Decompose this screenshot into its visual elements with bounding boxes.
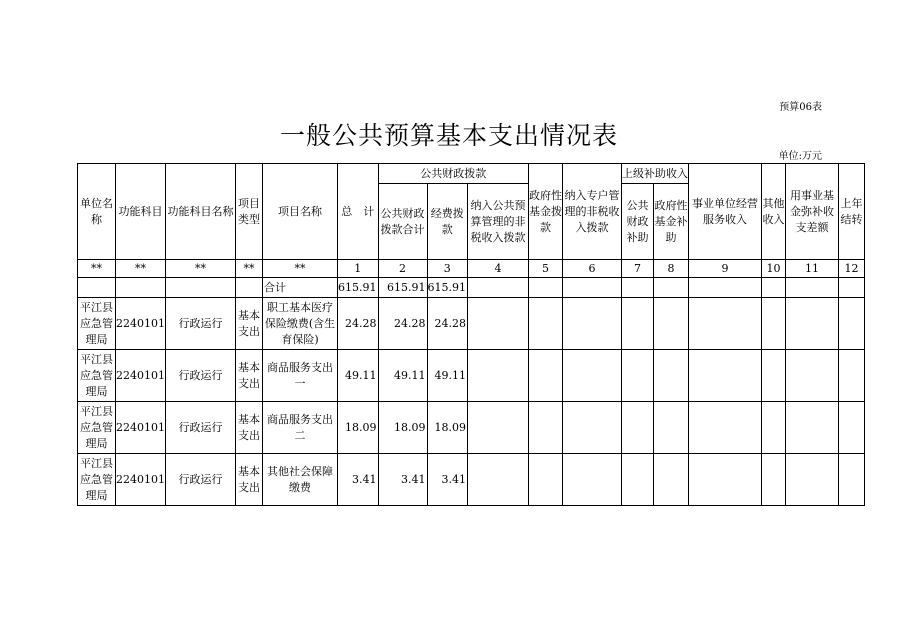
code-cell: 10 [762, 260, 786, 278]
code-value-cell: 2240101 [116, 298, 166, 350]
code-cell: ** [166, 260, 236, 278]
form-number: 预算06表 [779, 102, 822, 113]
code-cell: 4 [468, 260, 529, 278]
code-cell: 8 [654, 260, 689, 278]
public-fin-total-cell: 49.11 [378, 350, 427, 402]
total-cell: 49.11 [338, 350, 379, 402]
code-cell: 2 [378, 260, 427, 278]
code-value-cell: 2240101 [116, 454, 166, 506]
unit-cell: 平江县应急管理局 [78, 454, 116, 506]
header-carryover: 上年结转 [839, 164, 865, 260]
header-total: 总 计 [338, 164, 379, 260]
header-func-code: 功能科目 [116, 164, 166, 260]
funds-cell: 18.09 [427, 402, 468, 454]
item-cell: 商品服务支出二 [263, 402, 338, 454]
code-cell: ** [116, 260, 166, 278]
code-cell: 3 [427, 260, 468, 278]
code-cell: ** [78, 260, 116, 278]
public-fin-total-cell: 3.41 [378, 454, 427, 506]
funds-cell: 24.28 [427, 298, 468, 350]
header-public-fin-total: 公共财政拨款合计 [378, 184, 427, 260]
func-cell: 行政运行 [166, 402, 236, 454]
code-cell: 7 [622, 260, 654, 278]
code-cell: 5 [529, 260, 563, 278]
funds-cell: 615.91 [427, 278, 468, 298]
item-cell: 其他社会保障缴费 [263, 454, 338, 506]
header-gov-fund: 政府性基金拨款 [529, 164, 563, 260]
code-cell: 12 [839, 260, 865, 278]
code-cell: 11 [786, 260, 839, 278]
func-cell: 行政运行 [166, 298, 236, 350]
total-cell: 3.41 [338, 454, 379, 506]
header-unit-name: 单位名称 [78, 164, 116, 260]
unit-cell: 平江县应急管理局 [78, 350, 116, 402]
table-row [78, 402, 865, 454]
code-cell: ** [236, 260, 263, 278]
header-other-income: 其他收入 [762, 164, 786, 260]
total-cell: 615.91 [338, 278, 379, 298]
total-cell: 24.28 [338, 298, 379, 350]
code-cell: 6 [563, 260, 622, 278]
header-public-fin-group: 公共财政拨款 [378, 164, 529, 184]
type-cell: 基本支出 [236, 454, 263, 506]
type-cell: 基本支出 [236, 298, 263, 350]
header-business-income: 事业单位经营服务收入 [689, 164, 762, 260]
unit-cell: 平江县应急管理局 [78, 298, 116, 350]
header-superior-group: 上级补助收入 [622, 164, 689, 184]
header-item-type: 项目类型 [236, 164, 263, 260]
total-label: 合计 [263, 278, 338, 298]
code-cell: 9 [689, 260, 762, 278]
public-fin-total-cell: 615.91 [378, 278, 427, 298]
item-cell: 商品服务支出一 [263, 350, 338, 402]
header-funds: 经费拨款 [427, 184, 468, 260]
header-nontax-in-budget: 纳入公共预算管理的非税收入拨款 [468, 184, 529, 260]
header-superior-public: 公共财政补助 [622, 184, 654, 260]
unit-label: 单位:万元 [778, 151, 822, 162]
total-row [78, 278, 865, 298]
header-superior-gov-fund: 政府性基金补助 [654, 184, 689, 260]
func-cell: 行政运行 [166, 454, 236, 506]
code-value-cell: 2240101 [116, 350, 166, 402]
item-cell: 职工基本医疗保险缴费(含生育保险) [263, 298, 338, 350]
public-fin-total-cell: 24.28 [378, 298, 427, 350]
funds-cell: 49.11 [427, 350, 468, 402]
public-fin-total-cell: 18.09 [378, 402, 427, 454]
code-value-cell: 2240101 [116, 402, 166, 454]
header-item-name: 项目名称 [263, 164, 338, 260]
budget-table [77, 163, 865, 506]
page-title: 一般公共预算基本支出情况表 [279, 121, 618, 150]
type-cell: 基本支出 [236, 402, 263, 454]
unit-cell: 平江县应急管理局 [78, 402, 116, 454]
type-cell: 基本支出 [236, 350, 263, 402]
funds-cell: 3.41 [427, 454, 468, 506]
header-reserve-fund: 用事业基金弥补收支差额 [786, 164, 839, 260]
header-func-name: 功能科目名称 [166, 164, 236, 260]
code-cell: 1 [338, 260, 379, 278]
code-cell: ** [263, 260, 338, 278]
table-row [78, 350, 865, 402]
table-row [78, 298, 865, 350]
total-cell: 18.09 [338, 402, 379, 454]
func-cell: 行政运行 [166, 350, 236, 402]
header-nontax-special: 纳入专户管理的非税收入拨款 [563, 164, 622, 260]
table-row [78, 454, 865, 506]
